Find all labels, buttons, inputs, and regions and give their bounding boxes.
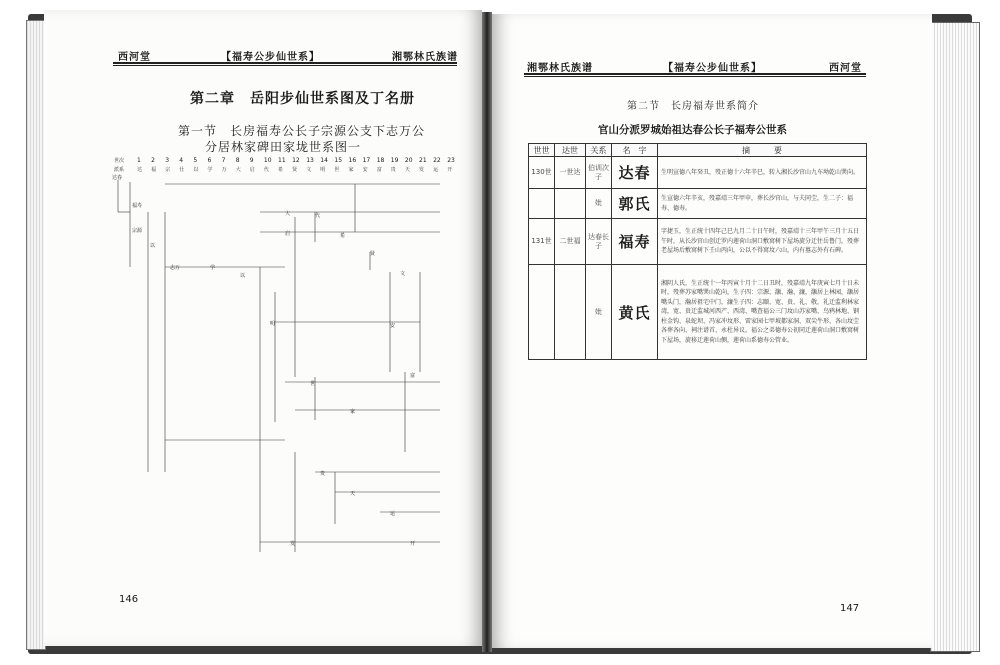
cell-sub <box>555 265 586 360</box>
tree-node: 世 <box>310 381 316 387</box>
generation-number: 18 <box>376 157 385 164</box>
generation-name: 宗 <box>165 167 171 173</box>
generation-number: 14 <box>320 157 328 164</box>
section-title-line2: 分居林家碑田家垅世系图一 <box>205 140 362 154</box>
tree-node: 家 <box>350 409 356 415</box>
generation-number: 10 <box>263 157 272 164</box>
gen-label-top: 世次 <box>114 158 125 164</box>
chapter-title: 第二章 岳阳步仙世系图及丁名册 <box>190 91 415 107</box>
col-header-gen: 世世 <box>529 144 555 157</box>
cell-name: 福寿 <box>612 219 658 265</box>
cell-name: 达春 <box>612 157 658 189</box>
generation-name: 福 <box>151 167 157 173</box>
tree-node: 富 <box>410 373 416 379</box>
header-left-hall: 西河堂 <box>118 52 151 63</box>
book-spine <box>482 12 492 652</box>
table-row <box>529 219 867 265</box>
cell-summary: 生宣德六年辛亥，殁嘉靖三年甲申，葬长沙官山，与夫同茔，生二子：福寿、德寿。 <box>658 189 867 219</box>
header-right-clan: 湘鄂林氏族谱 <box>392 52 458 63</box>
generation-number: 6 <box>207 157 212 164</box>
header-left-clan: 湘鄂林氏族谱 <box>527 63 593 74</box>
tree-node: 宗源 <box>132 228 143 234</box>
generation-name: 万 <box>221 167 227 173</box>
col-header-summary: 摘 要 <box>658 144 867 157</box>
tree-node: 贵 <box>320 471 326 477</box>
tree-node: 以 <box>240 273 246 279</box>
cell-relation: 达春长子 <box>586 219 612 265</box>
generation-number: 5 <box>193 157 198 164</box>
generation-number: 11 <box>278 157 286 164</box>
generation-name: 安 <box>362 167 368 173</box>
cell-gen <box>529 265 555 360</box>
generation-number: 23 <box>447 157 455 164</box>
generation-name: 文 <box>306 167 312 173</box>
cell-gen: 130世 <box>529 157 555 189</box>
cell-name: 黄氏 <box>612 265 658 360</box>
cell-summary: 字捷玉，生正统十四年己巳九月二十日午时，殁嘉靖十三年甲午三月十五日午时，从长沙官山创迁罗内莲荷山洞口敷窝树下屋场旋分迁往岳鲁门，殁葬老屋场后敷窝树下壬山丙向，公以不得窝坟六山，内有墓志外有石碑。 <box>658 219 867 265</box>
generation-number: 9 <box>249 157 254 164</box>
cell-summary: 生明宣德八年癸丑，殁正德十六年辛巳，转入湘长沙官山九车坳乾山巽向。 <box>658 157 867 189</box>
generation-number: 19 <box>390 157 399 164</box>
generation-name: 家 <box>348 167 354 173</box>
family-tree-labels <box>110 172 456 592</box>
generation-name: 达 <box>137 167 143 173</box>
cell-relation: 妣 <box>586 265 612 360</box>
header-rule-thin-right <box>524 76 866 77</box>
header-center-title-right: 【福寿公步仙世系】 <box>663 63 762 74</box>
genealogy-table <box>528 143 867 360</box>
tree-node: 天 <box>350 491 356 497</box>
generation-name: 代 <box>263 167 269 173</box>
col-header-name: 名 字 <box>612 144 658 157</box>
generation-name: 开 <box>447 167 453 173</box>
tree-node: 发 <box>290 541 296 547</box>
section-title-right: 第二节 长房福寿世系简介 <box>627 101 759 112</box>
tree-node: 希 <box>340 233 346 239</box>
generation-name: 启 <box>249 167 255 173</box>
table-row <box>529 265 867 360</box>
page-stack-left <box>26 20 46 650</box>
generation-name: 富 <box>376 167 382 173</box>
generation-number: 8 <box>235 157 240 164</box>
tree-node: 福寿 <box>132 203 143 209</box>
generation-name: 贤 <box>292 167 298 173</box>
tree-node: 以 <box>150 243 156 249</box>
generation-name: 天 <box>404 167 410 173</box>
tree-node: 运 <box>390 511 396 517</box>
header-rule <box>113 62 457 64</box>
generation-name: 运 <box>433 167 439 173</box>
tree-node: 达春 <box>112 175 123 181</box>
generation-number: 4 <box>179 157 184 164</box>
cell-relation: 伯训次子 <box>586 157 612 189</box>
generation-number: 22 <box>433 157 441 164</box>
tree-node: 开 <box>410 541 416 547</box>
generation-name: 世 <box>334 167 340 173</box>
cell-sub: 一世达 <box>555 157 586 189</box>
generation-name: 明 <box>320 167 326 173</box>
page-stack-right <box>930 22 980 652</box>
section-title-line1: 第一节 长房福寿公长子宗源公支下志万公 <box>178 124 426 138</box>
generation-number: 3 <box>165 157 170 164</box>
generation-number: 20 <box>404 157 413 164</box>
generation-name: 希 <box>278 167 284 173</box>
cell-sub <box>555 189 586 219</box>
gen-label-bottom: 派系 <box>114 167 125 173</box>
col-header-sub: 达世 <box>555 144 586 157</box>
tree-node: 代 <box>315 213 321 219</box>
generation-number: 21 <box>419 157 427 164</box>
generation-number: 13 <box>306 157 314 164</box>
header-rule-right <box>524 73 866 75</box>
generation-number: 17 <box>362 157 371 164</box>
tree-node: 启 <box>285 231 291 237</box>
generation-name: 以 <box>193 167 199 173</box>
cell-gen <box>529 189 555 219</box>
generation-name: 贵 <box>390 167 396 173</box>
generation-number: 2 <box>151 157 155 164</box>
cell-sub: 二世福 <box>555 219 586 265</box>
tree-node: 明 <box>270 321 276 327</box>
header-center-title: 【福寿公步仙世系】 <box>221 52 320 63</box>
cell-name: 郭氏 <box>612 189 658 219</box>
page-number-right: 147 <box>840 603 860 614</box>
header-right-hall: 西河堂 <box>829 63 862 74</box>
page-number-left: 146 <box>119 594 139 605</box>
generation-number: 15 <box>334 157 343 164</box>
table-row <box>529 189 867 219</box>
generation-number: 16 <box>348 157 357 164</box>
col-header-relation: 关系 <box>586 144 612 157</box>
generation-name: 学 <box>207 167 213 173</box>
generation-number: 12 <box>292 157 300 164</box>
generation-name: 发 <box>419 167 425 173</box>
generation-name: 大 <box>235 167 241 173</box>
tree-node: 安 <box>390 323 396 329</box>
tree-node: 学 <box>210 265 216 271</box>
tree-node: 志万 <box>170 265 181 271</box>
generation-name: 仕 <box>179 167 185 173</box>
table-title: 官山分派罗城始祖达春公长子福寿公世系 <box>598 124 787 136</box>
cell-relation: 妣 <box>586 189 612 219</box>
generation-number: 1 <box>137 157 141 164</box>
table-row <box>529 157 867 189</box>
generation-number: 7 <box>221 157 226 164</box>
cell-summary: 湘阴人氏，生正统十一年丙寅十月十二日丑时，殁嘉靖九年庚寅七月十日未时，殁葬苏家嘴巽山乾向，生子四：宗源、灏、瀚、濂，灏居上林园，灏居嘴头门，瀚居祖宅中门，濂生子四：志颐、宽、贵、礼、敬，礼迁监利林家湾，宽、贵迁监城河西产、西湾、嘴查福公三门坟山苏家嘴、鸟鸦林地、钢柱金钩、泉蛇坝、冯家冲坟形、雷家园七甲坡都家洞、双尖牛形、各山坟茔各葬各向、祠注谱首、永杜异议。福公之弟德寿公初同迁莲荷山洞口敷窝树下屋场，旋移迁莲荷山侧，莲荷山系德寿公管业。 <box>658 265 867 360</box>
tree-node: 贤 <box>370 251 376 257</box>
header-rule-thin <box>113 65 457 66</box>
tree-node: 文 <box>400 271 406 277</box>
cell-gen: 131世 <box>529 219 555 265</box>
tree-node: 大 <box>285 211 291 217</box>
table-header-row <box>529 144 867 157</box>
